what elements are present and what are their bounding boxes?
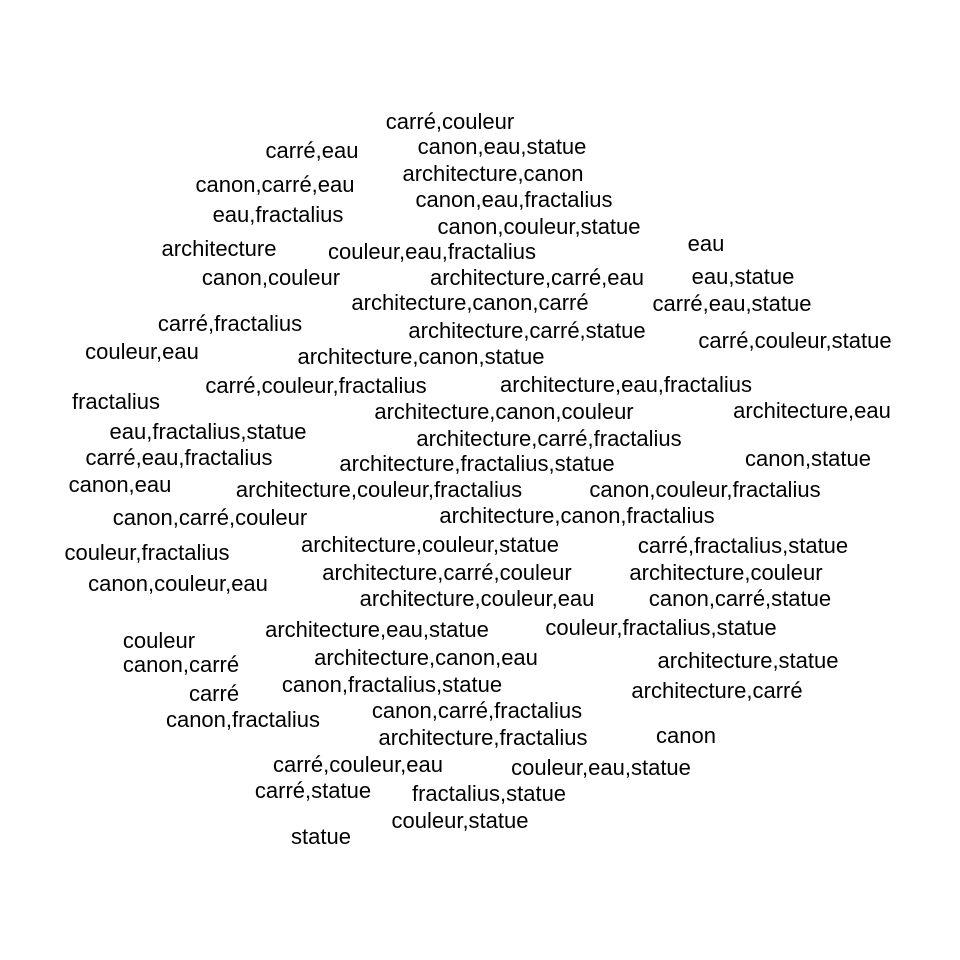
word-label: carré,couleur,fractalius — [205, 373, 427, 398]
word-label: architecture,canon,carré — [351, 290, 589, 315]
word-label: canon,couleur,fractalius — [589, 477, 821, 502]
word-label: canon,fractalius,statue — [281, 672, 503, 697]
word-label: architecture,carré,statue — [408, 318, 646, 343]
word-label: architecture,fractalius,statue — [339, 451, 615, 476]
word-label: couleur,eau,fractalius — [328, 239, 536, 264]
word-label: architecture,canon,couleur — [374, 399, 634, 424]
word-label: architecture,couleur,eau — [359, 586, 595, 611]
word-label: architecture — [161, 236, 277, 261]
word-label: carré,fractalius — [157, 311, 303, 336]
word-label: architecture,eau,fractalius — [500, 372, 752, 397]
word-label: architecture,carré,eau — [430, 265, 644, 290]
word-label: architecture,eau,statue — [265, 617, 489, 642]
word-label: architecture,carré — [631, 678, 803, 703]
word-label: eau,fractalius,statue — [109, 419, 307, 444]
word-label: couleur — [122, 628, 196, 653]
word-label: eau — [687, 231, 725, 256]
word-label: architecture,statue — [657, 648, 839, 673]
word-label: canon,eau,fractalius — [415, 187, 613, 212]
word-label: fractalius,statue — [411, 781, 567, 806]
word-label: canon,statue — [745, 446, 871, 471]
word-label: architecture,carré,fractalius — [416, 426, 682, 451]
word-label: canon,carré,statue — [648, 586, 832, 611]
word-label: architecture,carré,couleur — [322, 560, 572, 585]
word-label: architecture,couleur,fractalius — [235, 477, 523, 502]
word-label: eau,statue — [691, 264, 795, 289]
word-label: architecture,canon,fractalius — [439, 503, 715, 528]
word-label: carré,eau,fractalius — [85, 445, 273, 470]
word-label: canon,eau,statue — [417, 134, 587, 159]
word-label: architecture,canon — [402, 161, 584, 186]
word-label: carré,statue — [254, 778, 372, 803]
word-label: eau,fractalius — [212, 202, 344, 227]
word-label: fractalius — [71, 389, 161, 414]
word-label: carré,couleur — [385, 109, 515, 134]
word-label: carré,eau,statue — [652, 291, 812, 316]
word-label: couleur,eau,statue — [511, 755, 691, 780]
word-label: canon — [656, 723, 716, 748]
word-label: couleur,fractalius,statue — [545, 615, 777, 640]
word-label: carré,couleur,eau — [273, 752, 443, 777]
word-label: couleur,statue — [391, 808, 529, 833]
word-label: architecture,eau — [733, 398, 891, 423]
word-label: canon,couleur — [201, 265, 341, 290]
word-label: canon,carré,eau — [195, 172, 355, 197]
word-label: carré — [188, 681, 240, 706]
word-label: canon,couleur,eau — [88, 571, 268, 596]
word-label: canon,carré,couleur — [112, 505, 308, 530]
word-label: architecture,canon,eau — [314, 645, 538, 670]
word-label: statue — [291, 824, 351, 849]
word-label: architecture,fractalius — [378, 725, 588, 750]
word-label: couleur,fractalius — [64, 540, 230, 565]
word-label: canon,carré,fractalius — [371, 698, 583, 723]
word-label: canon,eau — [68, 472, 172, 497]
word-label: canon,carré — [122, 652, 240, 677]
word-label: canon,couleur,statue — [437, 214, 641, 239]
word-label: architecture,canon,statue — [297, 344, 545, 369]
word-label: canon,fractalius — [165, 707, 321, 732]
word-label: architecture,couleur,statue — [300, 532, 560, 557]
word-label: architecture,couleur — [629, 560, 823, 585]
word-label: couleur,eau — [85, 339, 199, 364]
word-label: carré,eau — [265, 138, 359, 163]
word-label: carré,fractalius,statue — [637, 533, 849, 558]
word-label: carré,couleur,statue — [698, 328, 892, 353]
